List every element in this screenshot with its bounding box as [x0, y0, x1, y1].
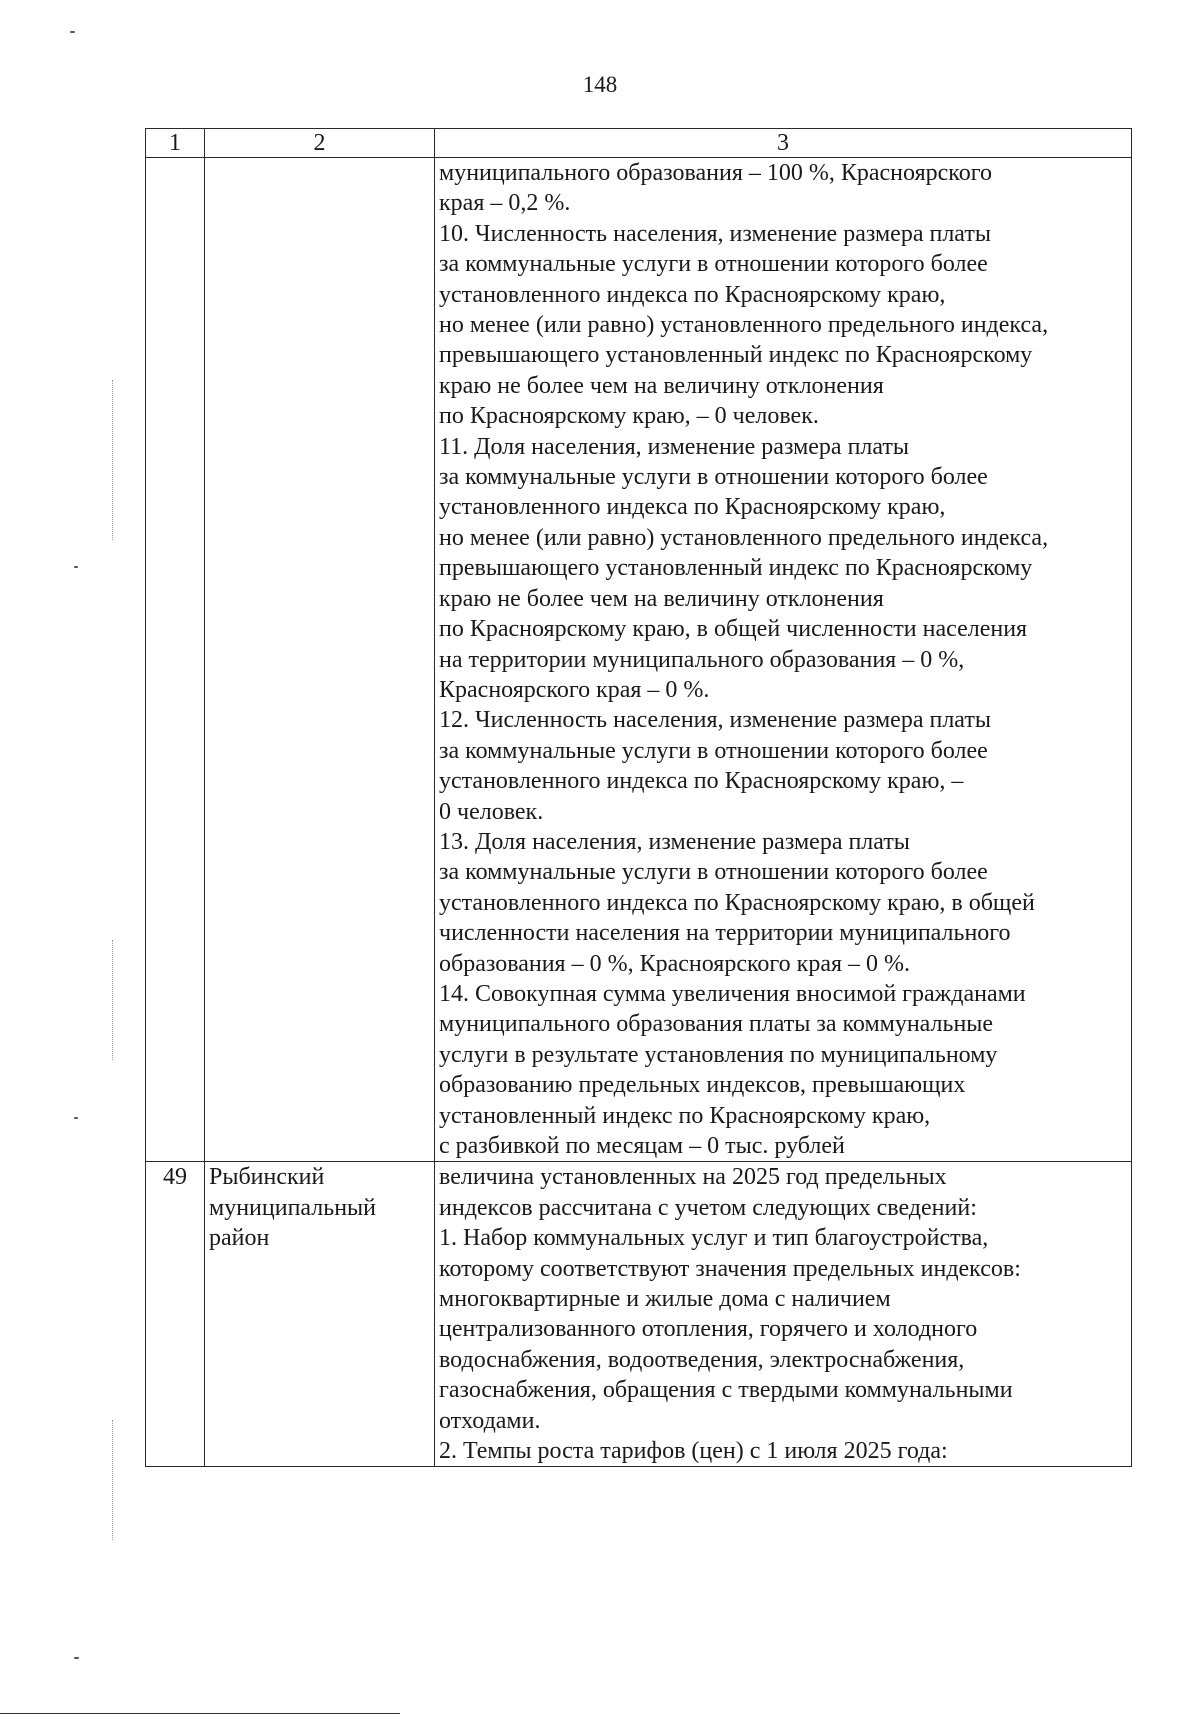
- description-line: по Красноярскому краю, в общей численности населения: [439, 616, 1028, 643]
- description-line: 14. Совокупная сумма увеличения вносимой гражданами: [439, 980, 1026, 1007]
- municipality-name-line: муниципальный: [209, 1194, 377, 1221]
- row-number-cell: 49: [146, 1162, 205, 1467]
- municipality-name-line: район: [209, 1225, 270, 1252]
- description-line: образования – 0 %, Красноярского края – 0 %.: [439, 950, 911, 977]
- description-line: за коммунальные услуги в отношении которого более: [439, 464, 988, 491]
- column-header-2: 2: [205, 129, 435, 158]
- description-line: которому соответствуют значения предельных индексов:: [439, 1255, 1021, 1282]
- description-line: превышающего установленный индекс по Красноярскому: [439, 555, 1033, 582]
- description-line: на территории муниципального образования – 0 %,: [439, 646, 965, 673]
- description-line: услуги в результате установления по муниципальному: [439, 1041, 998, 1068]
- description-line: газоснабжения, обращения с твердыми коммунальными: [439, 1377, 1013, 1404]
- description-line: 0 человек.: [439, 798, 544, 825]
- description-line: отходами.: [439, 1407, 541, 1434]
- description-line: индексов рассчитана с учетом следующих сведений:: [439, 1194, 977, 1221]
- description-cell: [435, 1162, 1132, 1467]
- description-line: с разбивкой по месяцам – 0 тыс. рублей: [439, 1133, 845, 1159]
- column-header-1: 1: [146, 129, 205, 158]
- scan-speck: [74, 566, 78, 568]
- description-line: водоснабжения, водоотведения, электроснабжения,: [439, 1346, 965, 1373]
- description-line: Красноярского края – 0 %.: [439, 676, 710, 703]
- column-header-3: 3: [435, 129, 1132, 158]
- municipality-name-line: Рыбинский: [209, 1164, 325, 1191]
- description-line: 1. Набор коммунальных услуг и тип благоустройства,: [439, 1225, 989, 1252]
- description-line: численности населения на территории муниципального: [439, 920, 1011, 947]
- description-line: краю не более чем на величину отклонения: [439, 585, 884, 612]
- scan-speck: [74, 1657, 79, 1659]
- description-line: муниципального образования – 100 %, Красноярского: [439, 160, 992, 186]
- municipality-cell: [205, 1162, 435, 1467]
- scan-edge-dots: [112, 380, 113, 540]
- description-line: 10. Численность населения, изменение размера платы: [439, 220, 991, 247]
- description-line: за коммунальные услуги в отношении которого более: [439, 251, 988, 278]
- description-line: централизованного отопления, горячего и холодного: [439, 1316, 978, 1343]
- scan-speck: [70, 31, 75, 33]
- description-line: за коммунальные услуги в отношении которого более: [439, 737, 988, 764]
- scan-edge-dots: [112, 1420, 113, 1540]
- table-header-row: [146, 129, 1132, 158]
- description-line: 11. Доля населения, изменение размера платы: [439, 433, 910, 460]
- table-row: [146, 158, 1132, 1162]
- description-line: но менее (или равно) установленного предельного индекса,: [439, 524, 1049, 551]
- description-line: установленного индекса по Красноярскому краю, –: [439, 768, 964, 795]
- description-line: многоквартирные и жилые дома с наличием: [439, 1286, 891, 1313]
- description-line: краю не более чем на величину отклонения: [439, 372, 884, 399]
- description-line: установленный индекс по Красноярскому краю,: [439, 1102, 931, 1129]
- description-line: превышающего установленный индекс по Красноярскому: [439, 342, 1033, 369]
- municipality-cell: [205, 158, 435, 1162]
- description-line: за коммунальные услуги в отношении которого более: [439, 859, 988, 886]
- description-line: образованию предельных индексов, превышающих: [439, 1072, 966, 1099]
- description-line: 13. Доля населения, изменение размера платы: [439, 828, 910, 855]
- description-cell: [435, 158, 1132, 1162]
- scan-speck: [74, 1117, 78, 1119]
- description-line: установленного индекса по Красноярскому краю,: [439, 281, 946, 308]
- table-body: [146, 129, 1132, 1467]
- scan-bottom-edge: [0, 1713, 400, 1714]
- description-line: величина установленных на 2025 год предельных: [439, 1164, 947, 1191]
- description-line: края – 0,2 %.: [439, 190, 571, 217]
- description-line: но менее (или равно) установленного предельного индекса,: [439, 312, 1049, 339]
- page-number: 148: [582, 72, 618, 97]
- description-line: по Красноярскому краю, – 0 человек.: [439, 403, 819, 430]
- description-line: 12. Численность населения, изменение размера платы: [439, 707, 991, 734]
- description-line: установленного индекса по Красноярскому краю,: [439, 494, 946, 521]
- description-line: установленного индекса по Красноярскому краю, в общей: [439, 889, 1035, 916]
- scan-edge-dots: [112, 940, 113, 1060]
- indices-table: [145, 128, 1132, 1467]
- table-row: [146, 1162, 1132, 1467]
- row-number-cell: [146, 158, 205, 1162]
- description-line: 2. Темпы роста тарифов (цен) с 1 июля 2025 года:: [439, 1438, 948, 1465]
- description-line: муниципального образования платы за коммунальные: [439, 1011, 994, 1038]
